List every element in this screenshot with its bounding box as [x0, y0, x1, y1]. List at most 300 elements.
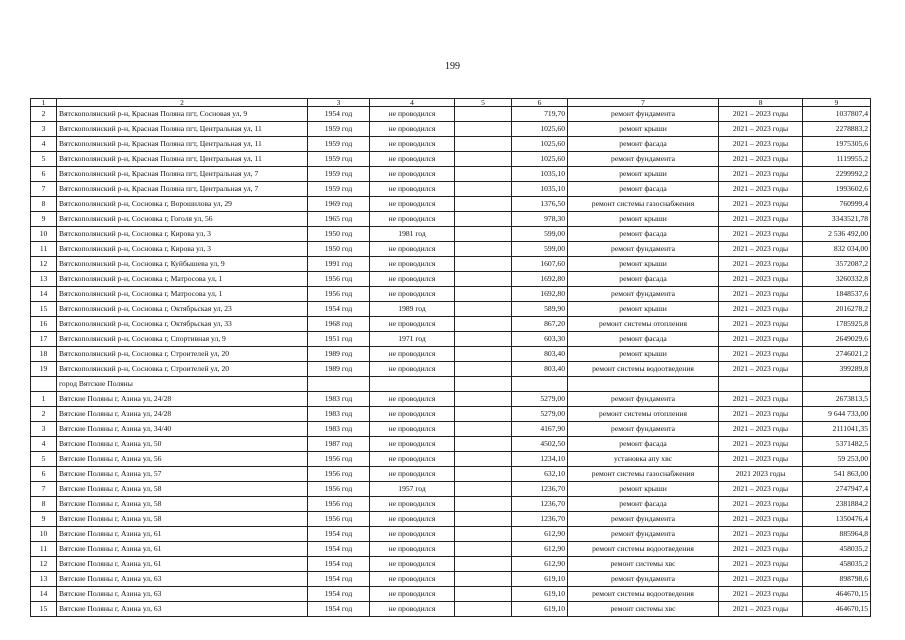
year-built: 1983 год: [308, 392, 370, 407]
empty-cell: [455, 527, 512, 542]
address: Вятские Поляны г, Азина ул, 58: [57, 497, 308, 512]
cost: 458035,2: [803, 557, 871, 572]
cost: 1785925,8: [803, 317, 871, 332]
empty-cell: [455, 407, 512, 422]
work-type: ремонт системы водоотведения: [568, 587, 719, 602]
last-repair-year: не проводился: [370, 602, 455, 617]
area: 1025,60: [512, 152, 568, 167]
area: 1607,60: [512, 257, 568, 272]
work-type: ремонт фасада: [568, 227, 719, 242]
empty-cell: [455, 452, 512, 467]
row-number: 5: [31, 452, 57, 467]
row-number: 3: [31, 422, 57, 437]
cost: 3343521,78: [803, 212, 871, 227]
work-type: ремонт системы газоснабжения: [568, 197, 719, 212]
last-repair-year: не проводился: [370, 287, 455, 302]
table-row: [31, 542, 871, 557]
work-type: ремонт фундамента: [568, 152, 719, 167]
last-repair-year: 1971 год: [370, 332, 455, 347]
area: 867,20: [512, 317, 568, 332]
empty-cell: [455, 197, 512, 212]
empty-cell: [455, 287, 512, 302]
year-built: 1959 год: [308, 152, 370, 167]
row-number: 15: [31, 602, 57, 617]
section-title: город Вятские Поляны: [57, 377, 308, 392]
last-repair-year: не проводился: [370, 437, 455, 452]
empty-cell: [455, 572, 512, 587]
address: Вятские Поляны г, Азина ул, 56: [57, 452, 308, 467]
empty-cell: [455, 392, 512, 407]
address: Вятскополянский р-н, Сосновка г, Строителей ул, 20: [57, 347, 308, 362]
work-type: ремонт фасада: [568, 182, 719, 197]
table-row: [31, 602, 871, 617]
page-number: 199: [445, 61, 460, 72]
period: 2021 – 2023 годы: [719, 422, 803, 437]
row-number: 12: [31, 557, 57, 572]
cost: 2649029,6: [803, 332, 871, 347]
period: 2021 – 2023 годы: [719, 332, 803, 347]
area: 978,30: [512, 212, 568, 227]
empty-cell: [455, 302, 512, 317]
row-number: 6: [31, 467, 57, 482]
cost: 898798,6: [803, 572, 871, 587]
row-number: 4: [31, 137, 57, 152]
period: 2021 – 2023 годы: [719, 482, 803, 497]
address: Вятскополянский р-н, Сосновка г, Спортивная ул, 9: [57, 332, 308, 347]
address: Вятские Поляны г, Азина ул, 57: [57, 467, 308, 482]
year-built: 1951 год: [308, 332, 370, 347]
address: Вятскополянский р-н, Сосновка г, Октябрьская ул, 23: [57, 302, 308, 317]
last-repair-year: 1957 год: [370, 482, 455, 497]
last-repair-year: не проводился: [370, 152, 455, 167]
period: 2021 – 2023 годы: [719, 257, 803, 272]
period: 2021 – 2023 годы: [719, 122, 803, 137]
column-number-row: [31, 99, 871, 107]
work-type: ремонт фасада: [568, 497, 719, 512]
last-repair-year: не проводился: [370, 542, 455, 557]
cost: 2746021,2: [803, 347, 871, 362]
area: 589,90: [512, 302, 568, 317]
last-repair-year: не проводился: [370, 242, 455, 257]
area: 803,40: [512, 362, 568, 377]
work-type: ремонт системы отопления: [568, 407, 719, 422]
cost: 1037807,4: [803, 107, 871, 122]
work-type: ремонт фундамента: [568, 512, 719, 527]
address: Вятскополянский р-н, Сосновка г, Куйбышева ул, 9: [57, 257, 308, 272]
area: 1035,10: [512, 182, 568, 197]
work-type: ремонт фасада: [568, 272, 719, 287]
row-number: 4: [31, 437, 57, 452]
last-repair-year: не проводился: [370, 182, 455, 197]
year-built: 1954 год: [308, 107, 370, 122]
row-number: 12: [31, 257, 57, 272]
table-row: [31, 422, 871, 437]
address: Вятскополянский р-н, Красная Поляна пгт, Центральная ул, 7: [57, 167, 308, 182]
row-number: 10: [31, 227, 57, 242]
cost: 458035,2: [803, 542, 871, 557]
column-number: 9: [803, 99, 871, 107]
year-built: 1991 год: [308, 257, 370, 272]
address: Вятские Поляны г, Азина ул, 24/28: [57, 407, 308, 422]
work-type: ремонт фасада: [568, 332, 719, 347]
area: 612,90: [512, 542, 568, 557]
period: 2021 – 2023 годы: [719, 542, 803, 557]
work-type: ремонт крыши: [568, 212, 719, 227]
period: 2021 – 2023 годы: [719, 392, 803, 407]
work-type: ремонт системы хвс: [568, 602, 719, 617]
area: 632,10: [512, 467, 568, 482]
table-row: [31, 227, 871, 242]
column-number: 8: [719, 99, 803, 107]
table-row: [31, 572, 871, 587]
year-built: 1956 год: [308, 482, 370, 497]
row-number: 14: [31, 587, 57, 602]
area: 5279,00: [512, 392, 568, 407]
period: 2021 – 2023 годы: [719, 557, 803, 572]
table-row: [31, 527, 871, 542]
last-repair-year: не проводился: [370, 557, 455, 572]
work-type: ремонт крыши: [568, 302, 719, 317]
area: 1234,10: [512, 452, 568, 467]
cost: 3572087,2: [803, 257, 871, 272]
work-type: ремонт фундамента: [568, 392, 719, 407]
period: 2021 – 2023 годы: [719, 602, 803, 617]
period: 2021 – 2023 годы: [719, 587, 803, 602]
table-row: [31, 452, 871, 467]
table-row: [31, 257, 871, 272]
row-number: 3: [31, 122, 57, 137]
period: 2021 – 2023 годы: [719, 152, 803, 167]
year-built: 1983 год: [308, 407, 370, 422]
period: 2021 – 2023 годы: [719, 527, 803, 542]
row-number: 2: [31, 107, 57, 122]
year-built: 1954 год: [308, 602, 370, 617]
work-type: ремонт фасада: [568, 137, 719, 152]
area: 1025,60: [512, 122, 568, 137]
empty-cell: [455, 497, 512, 512]
period: 2021 – 2023 годы: [719, 272, 803, 287]
row-number: 15: [31, 302, 57, 317]
last-repair-year: не проводился: [370, 167, 455, 182]
year-built: 1956 год: [308, 452, 370, 467]
period: 2021 – 2023 годы: [719, 227, 803, 242]
last-repair-year: не проводился: [370, 452, 455, 467]
column-number: 2: [57, 99, 308, 107]
address: Вятскополянский р-н, Сосновка г, Матросова ул, 1: [57, 287, 308, 302]
area: 599,00: [512, 242, 568, 257]
period: 2021 – 2023 годы: [719, 572, 803, 587]
table-row: [31, 467, 871, 482]
address: Вятские Поляны г, Азина ул, 63: [57, 587, 308, 602]
column-number: 5: [455, 99, 512, 107]
year-built: 1954 год: [308, 557, 370, 572]
year-built: 1956 год: [308, 512, 370, 527]
last-repair-year: не проводился: [370, 257, 455, 272]
year-built: 1989 год: [308, 362, 370, 377]
cost: 59 253,00: [803, 452, 871, 467]
cost: 2747947,4: [803, 482, 871, 497]
cost: 1119955,2: [803, 152, 871, 167]
row-number: 7: [31, 482, 57, 497]
address: Вятскополянский р-н, Красная Поляна пгт, Сосновая ул, 9: [57, 107, 308, 122]
area: 603,30: [512, 332, 568, 347]
table-row: [31, 512, 871, 527]
empty-cell: [455, 317, 512, 332]
table-row: [31, 182, 871, 197]
area: 4502,50: [512, 437, 568, 452]
row-number: 8: [31, 497, 57, 512]
row-number: 8: [31, 197, 57, 212]
cost: 9 644 733,00: [803, 407, 871, 422]
period: 2021 – 2023 годы: [719, 137, 803, 152]
last-repair-year: не проводился: [370, 347, 455, 362]
last-repair-year: 1981 год: [370, 227, 455, 242]
section-row: [31, 377, 871, 392]
work-type: ремонт фундамента: [568, 572, 719, 587]
area: 1236,70: [512, 482, 568, 497]
empty-cell: [568, 377, 719, 392]
address: Вятскополянский р-н, Сосновка г, Гоголя ул, 56: [57, 212, 308, 227]
work-type: ремонт системы отопления: [568, 317, 719, 332]
last-repair-year: не проводился: [370, 587, 455, 602]
table-row: [31, 557, 871, 572]
empty-cell: [455, 542, 512, 557]
area: 619,10: [512, 587, 568, 602]
last-repair-year: не проводился: [370, 512, 455, 527]
work-type: ремонт крыши: [568, 257, 719, 272]
row-number: 1: [31, 392, 57, 407]
empty-cell: [455, 587, 512, 602]
empty-cell: [455, 167, 512, 182]
year-built: 1956 год: [308, 287, 370, 302]
work-type: ремонт крыши: [568, 482, 719, 497]
last-repair-year: не проводился: [370, 422, 455, 437]
empty-cell: [455, 422, 512, 437]
area: 619,10: [512, 572, 568, 587]
year-built: 1954 год: [308, 587, 370, 602]
empty-cell: [455, 347, 512, 362]
address: Вятские Поляны г, Азина ул, 61: [57, 542, 308, 557]
last-repair-year: не проводился: [370, 407, 455, 422]
repair-program-table: [30, 98, 871, 617]
work-type: ремонт крыши: [568, 167, 719, 182]
year-built: 1956 год: [308, 467, 370, 482]
period: 2021 – 2023 годы: [719, 302, 803, 317]
row-number: 7: [31, 182, 57, 197]
area: 1376,50: [512, 197, 568, 212]
table-row: [31, 497, 871, 512]
last-repair-year: не проводился: [370, 497, 455, 512]
address: Вятскополянский р-н, Красная Поляна пгт, Центральная ул, 11: [57, 137, 308, 152]
year-built: 1950 год: [308, 227, 370, 242]
year-built: 1968 год: [308, 317, 370, 332]
last-repair-year: не проводился: [370, 122, 455, 137]
cost: 832 034,00: [803, 242, 871, 257]
table-row: [31, 332, 871, 347]
period: 2021 – 2023 годы: [719, 407, 803, 422]
empty-cell: [455, 137, 512, 152]
cost: 399289,8: [803, 362, 871, 377]
address: Вятскополянский р-н, Сосновка г, Октябрьская ул, 33: [57, 317, 308, 332]
period: 2021 – 2023 годы: [719, 512, 803, 527]
address: Вятские Поляны г, Азина ул, 50: [57, 437, 308, 452]
empty-cell: [455, 602, 512, 617]
empty-cell: [455, 557, 512, 572]
empty-cell: [455, 467, 512, 482]
year-built: 1987 год: [308, 437, 370, 452]
year-built: 1983 год: [308, 422, 370, 437]
cost: 760999,4: [803, 197, 871, 212]
table-row: [31, 392, 871, 407]
period: 2021 – 2023 годы: [719, 317, 803, 332]
empty-cell: [512, 377, 568, 392]
empty-cell: [719, 377, 803, 392]
area: 599,00: [512, 227, 568, 242]
period: 2021 2023 годы: [719, 467, 803, 482]
row-number: 9: [31, 212, 57, 227]
empty-cell: [455, 377, 512, 392]
column-number: 7: [568, 99, 719, 107]
area: 1236,70: [512, 497, 568, 512]
table-row: [31, 272, 871, 287]
empty-cell: [803, 377, 871, 392]
cost: 5371482,5: [803, 437, 871, 452]
row-number: 13: [31, 572, 57, 587]
cost: 1975305,6: [803, 137, 871, 152]
year-built: 1954 год: [308, 542, 370, 557]
period: 2021 – 2023 годы: [719, 167, 803, 182]
address: Вятские Поляны г, Азина ул, 58: [57, 512, 308, 527]
cost: 2299992,2: [803, 167, 871, 182]
year-built: 1956 год: [308, 272, 370, 287]
cost: 2381884,2: [803, 497, 871, 512]
last-repair-year: не проводился: [370, 107, 455, 122]
row-number: 13: [31, 272, 57, 287]
empty-cell: [455, 362, 512, 377]
year-built: 1954 год: [308, 302, 370, 317]
table-row: [31, 197, 871, 212]
row-number: 10: [31, 527, 57, 542]
row-number: 19: [31, 362, 57, 377]
last-repair-year: не проводился: [370, 392, 455, 407]
period: 2021 – 2023 годы: [719, 212, 803, 227]
period: 2021 – 2023 годы: [719, 107, 803, 122]
last-repair-year: не проводился: [370, 467, 455, 482]
address: Вятские Поляны г, Азина ул, 34/40: [57, 422, 308, 437]
year-built: 1989 год: [308, 347, 370, 362]
table-row: [31, 122, 871, 137]
cost: 2278883,2: [803, 122, 871, 137]
year-built: 1959 год: [308, 122, 370, 137]
work-type: ремонт фундамента: [568, 242, 719, 257]
empty-cell: [455, 482, 512, 497]
period: 2021 – 2023 годы: [719, 242, 803, 257]
year-built: 1956 год: [308, 497, 370, 512]
table-row: [31, 407, 871, 422]
work-type: ремонт крыши: [568, 347, 719, 362]
area: 5279,00: [512, 407, 568, 422]
empty-cell: [455, 512, 512, 527]
work-type: ремонт крыши: [568, 122, 719, 137]
year-built: 1959 год: [308, 167, 370, 182]
table-row: [31, 302, 871, 317]
address: Вятские Поляны г, Азина ул, 58: [57, 482, 308, 497]
address: Вятскополянский р-н, Сосновка г, Строителей ул, 20: [57, 362, 308, 377]
table-body: [31, 99, 871, 617]
area: 1692,80: [512, 272, 568, 287]
table-row: [31, 587, 871, 602]
last-repair-year: не проводился: [370, 212, 455, 227]
area: 719,70: [512, 107, 568, 122]
period: 2021 – 2023 годы: [719, 182, 803, 197]
cost: 2673813,5: [803, 392, 871, 407]
work-type: ремонт фундамента: [568, 287, 719, 302]
row-number: 17: [31, 332, 57, 347]
cost: 1350476,4: [803, 512, 871, 527]
table-row: [31, 152, 871, 167]
work-type: ремонт фундамента: [568, 107, 719, 122]
address: Вятскополянский р-н, Сосновка г, Ворошилова ул, 29: [57, 197, 308, 212]
column-number: 1: [31, 99, 57, 107]
work-type: ремонт системы водоотведения: [568, 362, 719, 377]
address: Вятские Поляны г, Азина ул, 63: [57, 602, 308, 617]
cost: 885964,8: [803, 527, 871, 542]
year-built: 1954 год: [308, 527, 370, 542]
table-row: [31, 137, 871, 152]
row-number: 11: [31, 542, 57, 557]
work-type: ремонт системы хвс: [568, 557, 719, 572]
table-row: [31, 167, 871, 182]
empty-cell: [308, 377, 370, 392]
empty-cell: [455, 332, 512, 347]
address: Вятскополянский р-н, Сосновка г, Кирова ул, 3: [57, 227, 308, 242]
period: 2021 – 2023 годы: [719, 197, 803, 212]
cost: 464670,15: [803, 602, 871, 617]
table-row: [31, 362, 871, 377]
area: 1692,80: [512, 287, 568, 302]
table-row: [31, 482, 871, 497]
empty-cell: [455, 212, 512, 227]
area: 4167,90: [512, 422, 568, 437]
year-built: 1959 год: [308, 137, 370, 152]
area: 1035,10: [512, 167, 568, 182]
work-type: ремонт фундамента: [568, 422, 719, 437]
area: 803,40: [512, 347, 568, 362]
address: Вятскополянский р-н, Красная Поляна пгт, Центральная ул, 11: [57, 152, 308, 167]
empty-cell: [455, 182, 512, 197]
year-built: 1959 год: [308, 182, 370, 197]
work-type: ремонт системы газоснабжения: [568, 467, 719, 482]
cost: 541 863,00: [803, 467, 871, 482]
row-number: 2: [31, 407, 57, 422]
last-repair-year: не проводился: [370, 197, 455, 212]
year-built: 1954 год: [308, 572, 370, 587]
last-repair-year: 1989 год: [370, 302, 455, 317]
last-repair-year: не проводился: [370, 527, 455, 542]
last-repair-year: не проводился: [370, 362, 455, 377]
empty-cell: [455, 272, 512, 287]
address: Вятские Поляны г, Азина ул, 24/28: [57, 392, 308, 407]
period: 2021 – 2023 годы: [719, 497, 803, 512]
empty-cell: [455, 122, 512, 137]
period: 2021 – 2023 годы: [719, 287, 803, 302]
address: Вятскополянский р-н, Сосновка г, Матросова ул, 1: [57, 272, 308, 287]
last-repair-year: не проводился: [370, 137, 455, 152]
cost: 2016278,2: [803, 302, 871, 317]
address: Вятские Поляны г, Азина ул, 63: [57, 572, 308, 587]
area: 619,10: [512, 602, 568, 617]
row-number: 14: [31, 287, 57, 302]
